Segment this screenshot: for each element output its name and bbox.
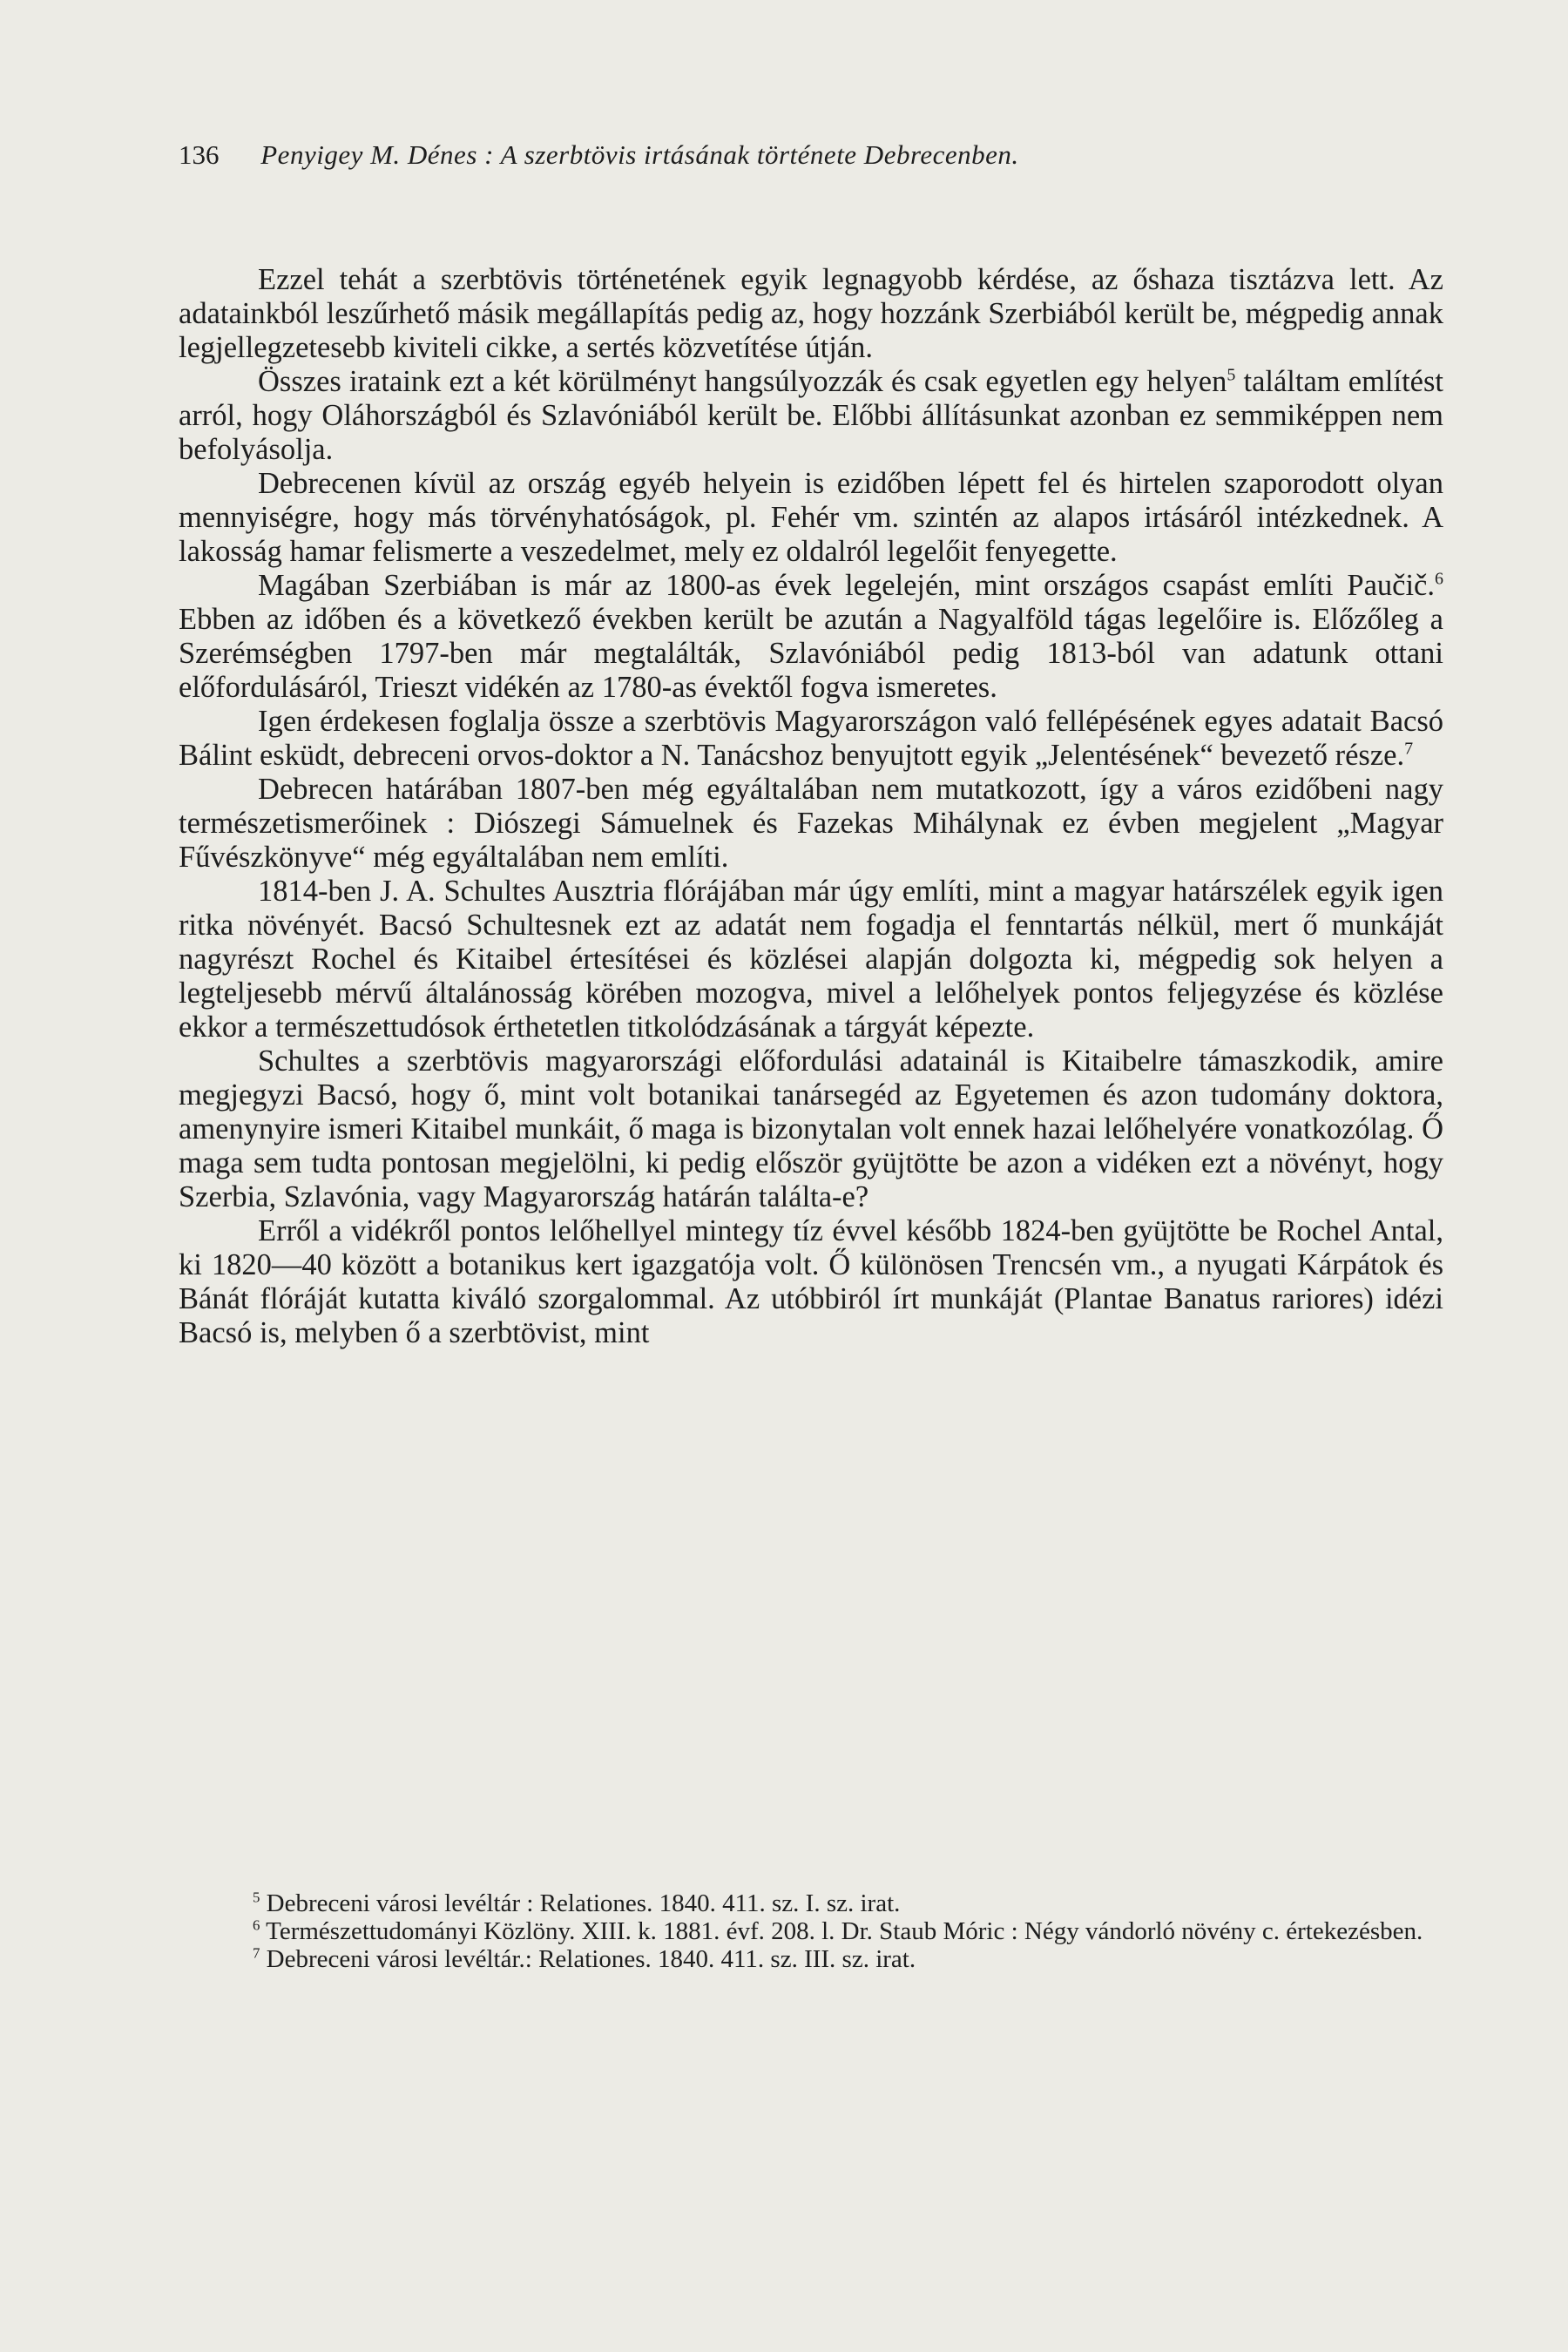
footnote-text: Debreceni városi levéltár.: Relationes. 1840. 411. sz. III. sz. irat. xyxy=(266,1945,916,1973)
footnote xyxy=(179,1945,1443,1973)
paragraph xyxy=(179,875,1443,1044)
footnote xyxy=(179,1889,1443,1917)
paragraph xyxy=(179,263,1443,365)
paragraph xyxy=(179,569,1443,705)
paragraph xyxy=(179,705,1443,773)
paragraph-text: Debrecenen kívül az ország egyéb helyein is ezidőben lépett fel és hirtelen szaporodott olyan mennyiségre, hogy más törvényhatóságok, pl. Fehér vm. szintén az alapos irtásáról intézkednek. A lakosság hamar felismerte a veszedelmet, mely ez oldalról legelőit fenyegette. xyxy=(179,467,1443,568)
paragraph xyxy=(179,1214,1443,1350)
footnote-mark: 7 xyxy=(253,1944,260,1962)
paragraph-text: Debrecen határában 1807-ben még egyáltalában nem mutatkozott, így a város ezidőbeni nagy természetismerőinek : Diószegi Sámuelnek és Fazekas Mihálynak ez évben megjelent „Magyar Fűvészkönyve“ még egyáltalában nem említi. xyxy=(179,773,1443,874)
footnote-reference: 5 xyxy=(1227,365,1236,385)
running-title: Penyigey M. Dénes : A szerbtövis irtásának története Debrecenben. xyxy=(260,139,1019,170)
paragraph-text: Igen érdekesen foglalja össze a szerbtövis Magyarországon való fellépésének egyes adatait Bacsó Bálint esküdt, debreceni orvos-doktor a N. Tanácshoz benyujtott egyik „Jelentésének“ bevezető része. xyxy=(179,705,1443,772)
footnote-mark: 5 xyxy=(253,1889,260,1906)
paragraph-text: Ebben az időben és a következő években került be azután a Nagyalföld tágas legelőire is. Előzőleg a Szerémségben 1797-ben már megtalálták, Szlavóniából pedig 1813-ból van adatunk ottani előfordulásáról, Trieszt vidékén az 1780-as évektől fogva ismeretes. xyxy=(179,603,1443,704)
footnote-text: Természettudományi Közlöny. XIII. k. 1881. évf. 208. l. Dr. Staub Móric : Négy vándorló növény c. értekezésben. xyxy=(266,1917,1423,1945)
page-number: 136 xyxy=(179,139,220,170)
paragraph-text: Ezzel tehát a szerbtövis történetének egyik legnagyobb kérdése, az őshaza tisztázva lett. Az adatainkból leszűrhető másik megállapítás pedig az, hogy hozzánk Szerbiából került be, mégpedig annak legjellegzetesebb kiviteli cikke, a sertés közvetítése útján. xyxy=(179,263,1443,364)
main-text xyxy=(179,263,1443,1350)
paragraph-text: 1814-ben J. A. Schultes Ausztria flórájában már úgy említi, mint a magyar határszélek egyik igen ritka növényét. Bacsó Schultesnek ezt az adatát nem fogadja el fenntartás nélkül, mert ő munkáját nagyrészt Rochel és Kitaibel értesítései és közlései alapján dolgozta ki, mégpedig sok helyen a legteljesebb mérvű általánosság körében mozogva, mivel a lelőhelyek pontos feljegyzése és közlése ekkor a természettudósok érthetetlen titkolódzásának a tárgyát képezte. xyxy=(179,875,1443,1044)
footnote-reference: 6 xyxy=(1435,569,1443,589)
footnote xyxy=(179,1917,1443,1945)
footnote-mark: 6 xyxy=(253,1916,260,1934)
paragraph xyxy=(179,467,1443,569)
paragraph-text: Schultes a szerbtövis magyarországi előfordulási adatainál is Kitaibelre támaszkodik, amire megjegyzi Bacsó, hogy ő, mint volt botanikai tanársegéd az Egyetemen és azon tudomány doktora, amenynyire ismeri Kitaibel munkáit, ő maga is bizonytalan volt ennek hazai lelőhelyére vonatkozólag. Ő maga sem tudta pontosan megjelölni, ki pedig először gyüjtötte be azon a vidéken ezt a növényt, hogy Szerbia, Szlavónia, vagy Magyarország határán találta-e? xyxy=(179,1044,1443,1213)
footnote-reference: 7 xyxy=(1404,739,1414,759)
paragraph-text: találtam említést arról, hogy Oláhországból és Szlavóniából került be. Előbbi állításunkat azonban ez semmiképpen nem befolyásolja. xyxy=(179,365,1444,466)
paragraph-text: Erről a vidékről pontos lelőhellyel mintegy tíz évvel később 1824-ben gyüjtötte be Rochel Antal, ki 1820—40 között a botanikus kert igazgatója volt. Ő különösen Trencsén vm., a nyugati Kárpátok és Bánát flóráját kutatta kiváló szorgalommal. Az utóbbiról írt munkáját (Plantae Banatus rariores) idézi Bacsó is, melyben ő a szerbtövist, mint xyxy=(179,1214,1443,1349)
footnote-text: Debreceni városi levéltár : Relationes. 1840. 411. sz. I. sz. irat. xyxy=(266,1889,901,1917)
paragraph-text: Magában Szerbiában is már az 1800-as évek legelején, mint országos csapást említi Paučič. xyxy=(258,569,1435,602)
footnotes xyxy=(179,1889,1443,1973)
paragraph xyxy=(179,1044,1443,1214)
paragraph-text: Összes irataink ezt a két körülményt hangsúlyozzák és csak egyetlen egy helyen xyxy=(258,365,1227,398)
paragraph xyxy=(179,773,1443,875)
running-header xyxy=(179,138,1398,172)
paragraph xyxy=(179,365,1443,467)
